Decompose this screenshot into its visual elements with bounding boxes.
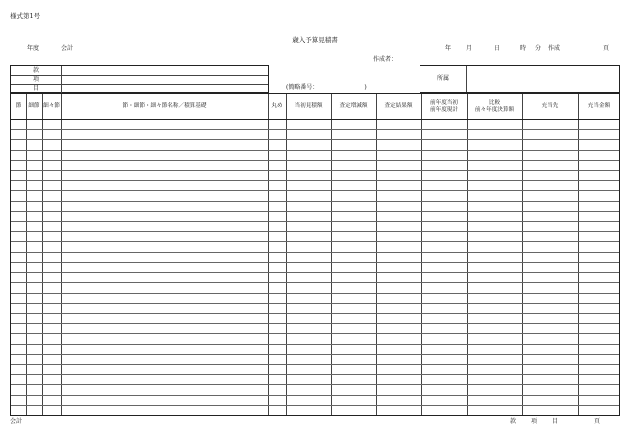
col-initial-estimate: 当初見積額 — [294, 103, 323, 109]
estimate-table — [10, 93, 620, 416]
col-assessed-change: 査定増減額 — [339, 103, 368, 109]
row-rule — [11, 231, 619, 232]
row-rule — [11, 252, 619, 253]
row-rule — [11, 374, 619, 375]
col-allocation-target: 充当先 — [541, 103, 559, 109]
moku-label: 目 — [11, 84, 62, 93]
row-rule — [11, 180, 619, 181]
moku-row — [11, 84, 268, 93]
row-rule — [11, 293, 619, 294]
row-rule — [11, 354, 619, 355]
department-box — [420, 65, 620, 93]
column-rule — [61, 94, 62, 415]
column-rule — [286, 94, 287, 415]
row-rule — [11, 364, 619, 365]
row-rule — [11, 282, 619, 283]
column-rule — [578, 94, 579, 415]
footer-moku-label: 目 — [552, 418, 559, 425]
column-rule — [376, 94, 377, 415]
row-rule — [11, 139, 619, 140]
footer-page-label: 頁 — [594, 418, 601, 425]
row-rule — [11, 405, 619, 406]
row-rule — [11, 333, 619, 334]
form-number: 様式第1号 — [10, 12, 41, 20]
col-setsu: 節 — [15, 103, 22, 109]
row-rule — [11, 129, 619, 130]
column-rule — [421, 94, 422, 415]
col-prior-year: 前年度当初 前年度現計 — [430, 99, 458, 113]
row-rule — [11, 303, 619, 304]
author-label: 作成者： — [373, 56, 398, 63]
row-rule — [11, 384, 619, 385]
column-rule — [467, 94, 468, 415]
row-rule — [11, 221, 619, 222]
row-rule — [11, 201, 619, 202]
abbreviation-label: (簡略番号： — [286, 84, 319, 91]
col-saisetsu: 細節 — [28, 103, 40, 109]
row-rule — [11, 344, 619, 345]
document-title: 歳入予算見積書 — [292, 36, 338, 44]
kou-label: 項 — [11, 75, 62, 84]
row-rule — [11, 241, 619, 242]
col-saisaisetsu: 細々節 — [43, 103, 60, 109]
column-rule — [522, 94, 523, 415]
month-label: 月 — [466, 45, 473, 52]
row-rule — [11, 190, 619, 191]
row-rule — [11, 150, 619, 151]
footer-account-label: 会計 — [10, 418, 23, 425]
row-rule — [11, 323, 619, 324]
footer-kan-label: 款 — [510, 418, 517, 425]
kan-label: 款 — [11, 66, 62, 75]
account-label: 会計 — [61, 45, 74, 52]
row-rule — [11, 313, 619, 314]
footer-kou-label: 項 — [531, 418, 538, 425]
day-label: 日 — [494, 45, 501, 52]
row-rule — [11, 211, 619, 212]
department-label: 所属 — [420, 66, 467, 92]
fiscal-year-label: 年度 — [27, 45, 40, 52]
hour-label: 時 — [520, 45, 527, 52]
budget-classification-table — [10, 65, 269, 93]
col-name-basis: 節・細節・細々節名称／積算基礎 — [122, 103, 207, 109]
col-allocation-amount: 充当金額 — [587, 103, 611, 109]
row-rule — [11, 395, 619, 396]
year-label: 年 — [445, 45, 452, 52]
column-rule — [26, 94, 27, 415]
col-comparison: 比較 前々年度決算額 — [474, 99, 515, 113]
page-label: 頁 — [603, 45, 610, 52]
abbreviation-number — [286, 85, 367, 91]
row-rule — [11, 170, 619, 171]
row-rule — [11, 272, 619, 273]
column-rule — [42, 94, 43, 415]
column-rule — [331, 94, 332, 415]
row-rule — [11, 262, 619, 263]
col-rounding: 丸め — [271, 103, 283, 109]
column-rule — [268, 94, 269, 415]
created-label: 作成 — [548, 45, 561, 52]
abbreviation-close: ) — [364, 84, 367, 91]
row-rule — [11, 160, 619, 161]
col-assessed-result: 査定結果額 — [384, 103, 413, 109]
header-rule — [11, 119, 619, 120]
minute-label: 分 — [535, 45, 542, 52]
